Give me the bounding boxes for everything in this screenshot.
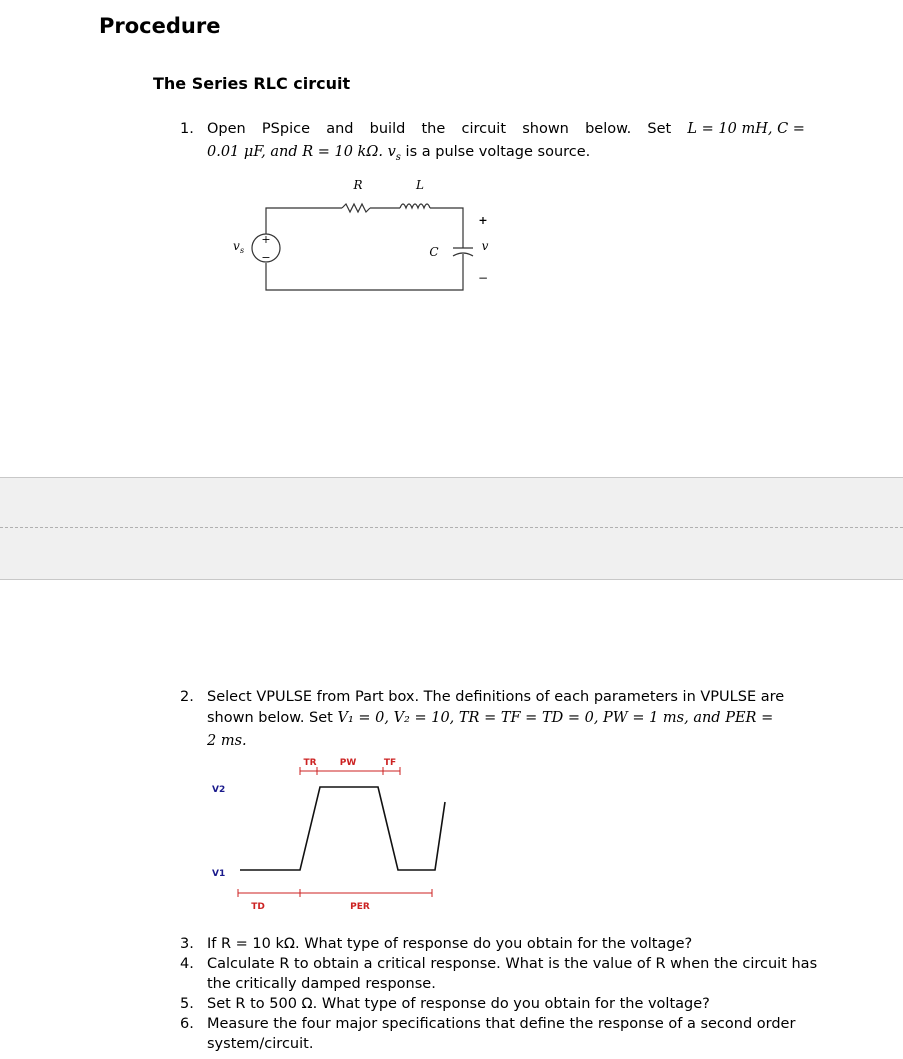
output-voltage-label: v [481,239,489,253]
step-1-word: the [421,121,446,137]
pulse-waveform [240,787,445,870]
question-text: Measure the four major specifications that define the response of a second order [207,1016,796,1032]
source-plus: + [261,233,271,246]
source-label-sub: s [240,246,245,255]
step-1-word: build [369,121,406,137]
step-1-word: Open [207,121,246,137]
pw-label: PW [339,758,357,768]
v2-label: V2 [212,785,226,795]
vpulse-waveform-diagram [200,752,460,917]
step-1-tail: is a pulse voltage source. [400,144,591,160]
step-1-word: PSpice [261,121,310,137]
tr-label: TR [303,758,317,768]
rlc-circuit-diagram [220,170,510,300]
step-1-word: and [326,121,354,137]
inductor-symbol [400,204,430,208]
question-6 [180,1014,796,1052]
question-number: 6. [180,1016,194,1032]
step-1-word: Set [647,121,672,137]
question-4 [180,954,818,992]
question-number: 4. [180,956,194,972]
vs-subscript: s [395,151,401,163]
output-plus: + [478,214,488,227]
source-label: v [233,239,240,253]
step-2-line-1: Select VPULSE from Part box. The definitions of each parameters in VPULSE are [207,689,785,705]
vs-symbol: v [387,144,396,160]
step-1-math: L = 10 mH, C = [687,121,805,137]
step-2-line-2 [207,708,773,729]
v1-label: V1 [212,869,226,879]
inductor-label: L [416,178,424,192]
step-1-math-values: 0.01 μF, and R = 10 kΩ. [207,144,383,160]
step-1-word: below. [585,121,632,137]
question-number: 5. [180,996,194,1012]
output-minus: − [477,271,489,285]
step-2-line-2-text: shown below. Set [207,710,338,726]
wire-top-left [266,208,342,234]
question-5 [180,994,710,1014]
section-title: The Series RLC circuit [153,74,351,93]
step-1-word: shown [522,121,569,137]
question-text: If R = 10 kΩ. What type of response do you obtain for the voltage? [207,936,693,952]
td-label: TD [251,902,265,912]
wire-top-right [430,208,463,248]
step-1-line-2 [207,142,590,168]
page-break-band-top [0,477,903,528]
question-text: Set R to 500 Ω. What type of response do you obtain for the voltage? [207,996,710,1012]
wire-bottom [266,254,463,290]
tf-label: TF [383,758,397,768]
step-2-line-3: 2 ms. [207,733,247,749]
capacitor-label: C [429,245,439,259]
resistor-label: R [353,178,363,192]
resistor-symbol [342,204,370,212]
question-text-cont: system/circuit. [207,1036,314,1052]
source-minus: − [261,251,271,264]
step-1-line-1 [207,119,805,140]
question-3 [180,934,693,954]
question-number: 3. [180,936,194,952]
step-2-line-2-math: V₁ = 0, V₂ = 10, TR = TF = TD = 0, PW = 1 ms, and PER = [337,710,774,726]
page-break-band-bottom [0,528,903,580]
step-1-number: 1. [180,121,194,137]
question-text-cont: the critically damped response. [207,976,436,992]
step-1-word: circuit [461,121,507,137]
per-label: PER [350,902,370,912]
step-2-number: 2. [180,689,194,705]
question-text: Calculate R to obtain a critical response. What is the value of R when the circuit has [207,956,818,972]
page-title: Procedure [99,14,221,38]
